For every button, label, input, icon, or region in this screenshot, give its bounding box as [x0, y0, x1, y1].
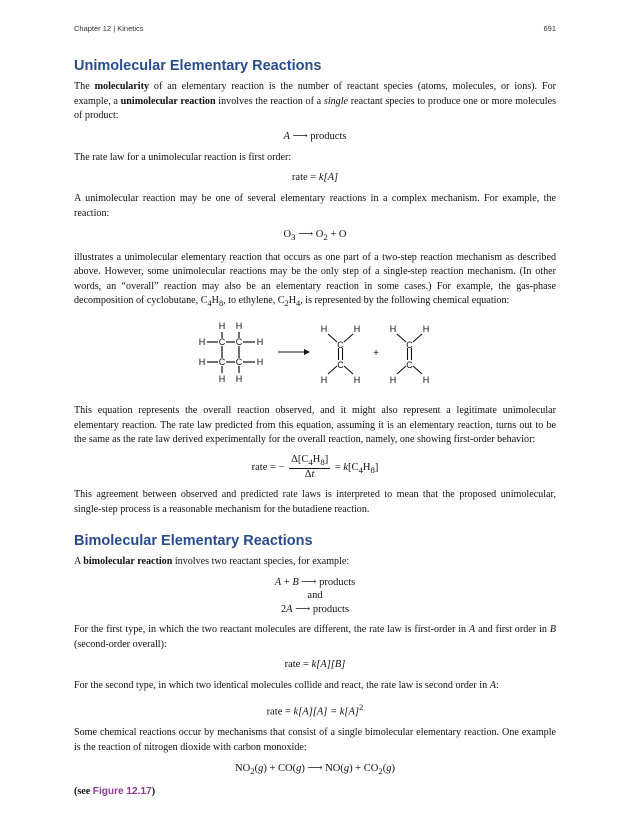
atom-h: H: [353, 375, 361, 386]
atom-c: C: [218, 357, 226, 368]
cyclobutane-structure: [207, 332, 255, 373]
cyclobutane-decomposition-diagram: [74, 318, 556, 396]
atom-h: H: [422, 375, 430, 386]
equation-ozone: $O_3$ ⟶ $O_2 + O$: [283, 228, 347, 242]
page-header: [74, 24, 556, 36]
paragraph-bimolecular: A bimolecular reaction involves two reactant species, for example:: [74, 556, 350, 568]
atom-h: H: [256, 337, 264, 348]
paragraph-agreement: This agreement between observed and predicted rate laws is interpreted to mean that the proposed unimolecular, single-step process is a reasonable mechanism for the butadiene reaction.: [74, 488, 556, 515]
equation-rate-cyclobutane: rate = − $\frac{\Delta[C_4H_8]}{\Delta t}$ = $k[C_4H_8]$: [251, 453, 379, 480]
paragraph-molecularity: The molecularity of an elementary reaction is the number of reactant species (atoms, molecules, or ions). For example, a unimolecular reaction involves the reaction of a single reactant species to produce one or more molecules of product:: [74, 81, 556, 122]
atom-h: H: [218, 321, 226, 332]
ethylene-structure-1: [321, 324, 361, 385]
equation-no2-co: $NO_2(g) + CO(g)$ ⟶ $NO(g) + CO_2(g)$: [235, 762, 395, 776]
atom-c: C: [235, 357, 243, 368]
paragraph-first-type: For the first type, in which the two reactant molecules are different, the rate law is first-order in A and first order in B (second-order overall):: [74, 624, 556, 650]
paragraph-second-type: For the second type, in which two identical molecules collide and react, the rate law is second order in A:: [74, 680, 499, 692]
see-figure-reference: (see Figure 12.17): [74, 785, 156, 797]
term-unimolecular-reaction: unimolecular reaction: [120, 95, 216, 107]
atom-c: C: [337, 360, 344, 371]
atom-c: C: [406, 340, 413, 351]
atom-h: H: [320, 375, 328, 386]
paragraph-rate-law-first-order: The rate law for a unimolecular reaction is first order:: [74, 151, 292, 163]
chapter-label: Chapter 12 | Kinetics: [74, 24, 144, 33]
equation-unimolecular: A ⟶ products: [283, 130, 347, 142]
section-title-bimolecular: Bimolecular Elementary Reactions: [74, 533, 313, 550]
page-number: 691: [543, 24, 556, 33]
equation-rate-ab: rate = k[A][B]: [284, 659, 346, 671]
paragraph-no2-co: Some chemical reactions occur by mechanisms that consist of a single bimolecular elementary reaction. One example is the reaction of nitrogen dioxide with carbon monoxide:: [74, 727, 556, 754]
ethylene-structure-2: [390, 324, 430, 385]
reaction-arrow: [278, 349, 310, 355]
paragraph-complex-mechanism: A unimolecular reaction may be one of several elementary reactions in a complex mechanism. For example, the reaction:: [74, 193, 556, 219]
page-content: [74, 58, 556, 805]
term-bimolecular-reaction: bimolecular reaction: [83, 556, 173, 568]
atom-c: C: [218, 337, 226, 348]
atom-h: H: [198, 337, 206, 348]
plus-sign: +: [373, 348, 379, 360]
atom-h: H: [422, 324, 430, 335]
atom-h: H: [389, 375, 397, 386]
atom-h: H: [235, 321, 243, 332]
equation-rate-aa: rate = $k[A][A] = k[A]^2$: [266, 701, 364, 718]
atom-c: C: [406, 360, 413, 371]
atom-h: H: [218, 374, 226, 385]
equation-bimolecular-types: A + B ⟶ products and 2A ⟶ products: [274, 576, 356, 615]
section-title-unimolecular: Unimolecular Elementary Reactions: [74, 58, 322, 74]
atom-h: H: [320, 324, 328, 335]
atom-c: C: [337, 340, 344, 351]
figure-12-17-link[interactable]: Figure 12.17: [92, 785, 152, 797]
rate-fraction: $\frac{\Delta[C_4H_8]}{\Delta t}$: [291, 453, 329, 480]
paragraph-cyclobutane: illustrates a unimolecular elementary reaction that occurs as one part of a two-step reaction mechanism as described above. However, some unimolecular reactions may be the only step of a single-step reaction mechanism. (In other words, an “overall” reaction may also be an elementary reaction in some cases.) For example, the gas-phase decomposition of cyclobutane, $C_4H_8$, to ethylene, $C_2H_4$, is represented by the following chemical equation:: [74, 251, 556, 309]
equation-rate-first-order: rate = k[A]: [291, 172, 339, 184]
atom-h: H: [256, 357, 264, 368]
atom-h: H: [198, 357, 206, 368]
atom-h: H: [389, 324, 397, 335]
term-molecularity: molecularity: [94, 81, 149, 92]
atom-h: H: [353, 324, 361, 335]
atom-c: C: [235, 337, 243, 348]
atom-h: H: [235, 374, 243, 385]
paragraph-overall-reaction: This equation represents the overall reaction observed, and it might also represent a legitimate unimolecular elementary reaction. The rate law predicted from this equation, assuming it is an elementary reaction, turns out to be the same as the rate law derived experimentally for the overall reaction, namely, one showing first-order behavior:: [74, 405, 556, 446]
